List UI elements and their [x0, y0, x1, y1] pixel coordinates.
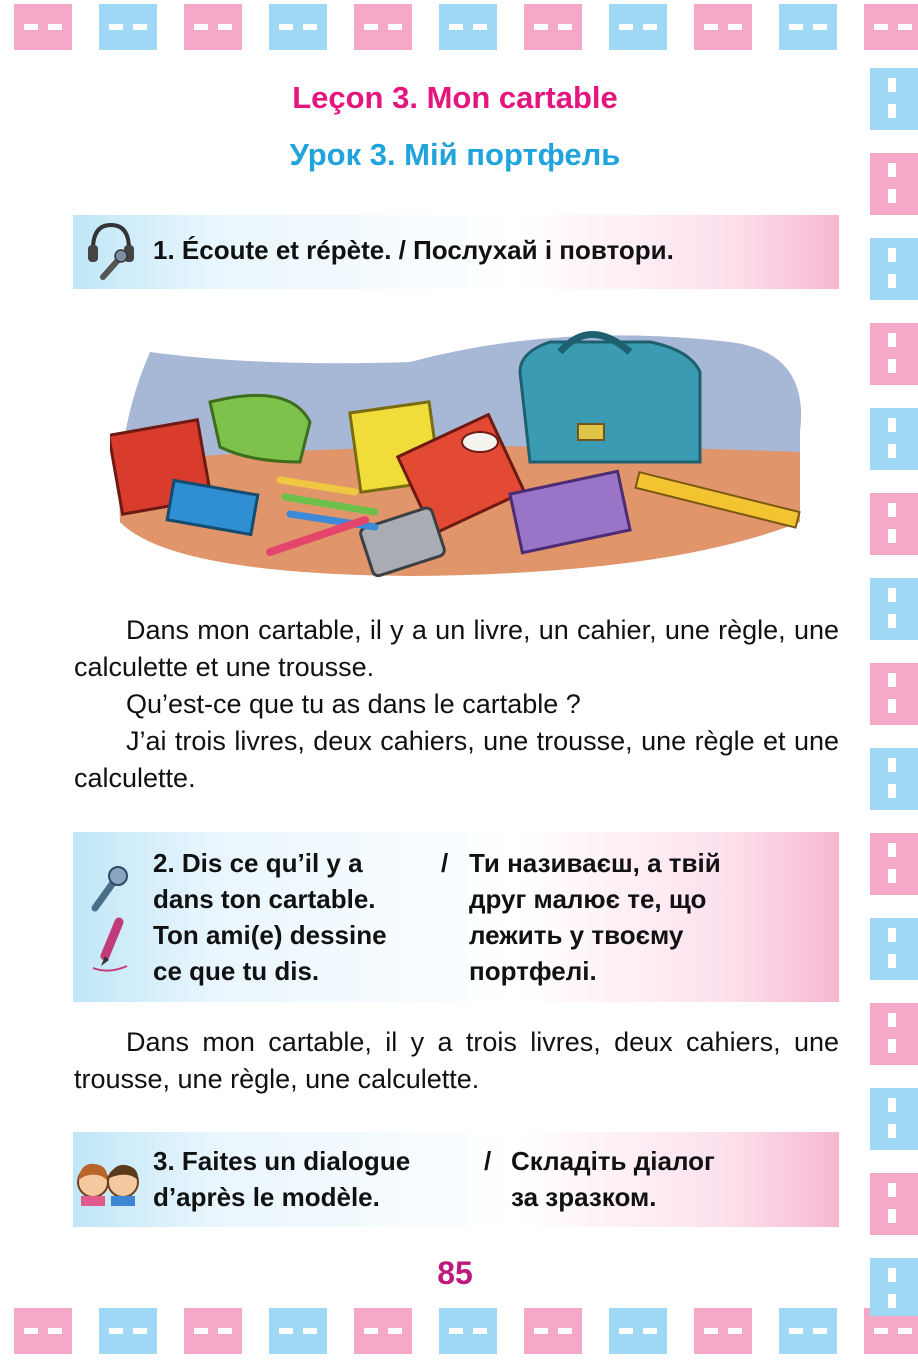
exercise-2-band: [73, 832, 839, 1002]
exercise-3-separator: /: [484, 1146, 492, 1176]
reading-1-paragraph-1: Dans mon cartable, il y a un livre, un cahier, une règle, une calculette et une trousse.: [74, 615, 839, 682]
exercise-2-separator: /: [441, 848, 449, 878]
exercise-3-french-line: d’après le modèle.: [153, 1182, 380, 1212]
reading-text-2: [74, 1024, 839, 1098]
top-border: [0, 0, 918, 56]
exercise-3-french: [153, 1143, 410, 1215]
exercise-2-ukrainian-line: друг малює те, що: [469, 884, 707, 914]
exercise-3-band: [73, 1132, 839, 1227]
exercise-2-french-line: dans ton cartable.: [153, 884, 376, 914]
headphones-icon: [85, 219, 135, 285]
exercise-1-band: [73, 215, 839, 289]
exercise-3-ukrainian-line: Складіть діалог: [511, 1146, 715, 1176]
exercise-2-ukrainian-line: Ти називаєш, а твій: [469, 848, 721, 878]
pen-icon: [89, 916, 131, 976]
reading-2-paragraph: Dans mon cartable, il y a trois livres, deux cahiers, une trousse, une règle, une calculette.: [74, 1027, 839, 1094]
page-number: 85: [437, 1255, 473, 1291]
exercise-2-ukrainian: [469, 845, 721, 989]
school-supplies-illustration: [110, 312, 810, 582]
exercise-1-instruction: 1. Écoute et répète. / Послухай і повтори.: [153, 235, 674, 265]
lesson-title-french: Leçon 3. Mon cartable: [292, 80, 618, 115]
right-border: [862, 56, 918, 1316]
exercise-3-french-line: 3. Faites un dialogue: [153, 1146, 411, 1176]
exercise-3-ukrainian-line: за зразком.: [511, 1182, 657, 1212]
exercise-2-french-line: Ton ami(e) dessine: [153, 920, 387, 950]
bottom-border: [0, 1302, 918, 1360]
exercise-2-french-line: 2. Dis ce qu’il y a: [153, 848, 363, 878]
exercise-2-ukrainian-line: лежить у твоєму: [469, 920, 684, 950]
microphone-icon: [89, 864, 131, 914]
reading-text-1: [74, 612, 839, 797]
children-faces-icon: [73, 1154, 145, 1208]
lesson-title-ukrainian: Урок 3. Мій портфель: [289, 137, 621, 172]
reading-1-paragraph-3: J’ai trois livres, deux cahiers, une trousse, une règle et une calculette.: [74, 726, 839, 793]
exercise-3-ukrainian: [511, 1143, 715, 1215]
reading-1-paragraph-2: Qu’est-ce que tu as dans le cartable ?: [126, 689, 581, 719]
exercise-2-ukrainian-line: портфелі.: [469, 956, 597, 986]
exercise-2-french-line: ce que tu dis.: [153, 956, 320, 986]
exercise-2-french: [153, 845, 387, 989]
